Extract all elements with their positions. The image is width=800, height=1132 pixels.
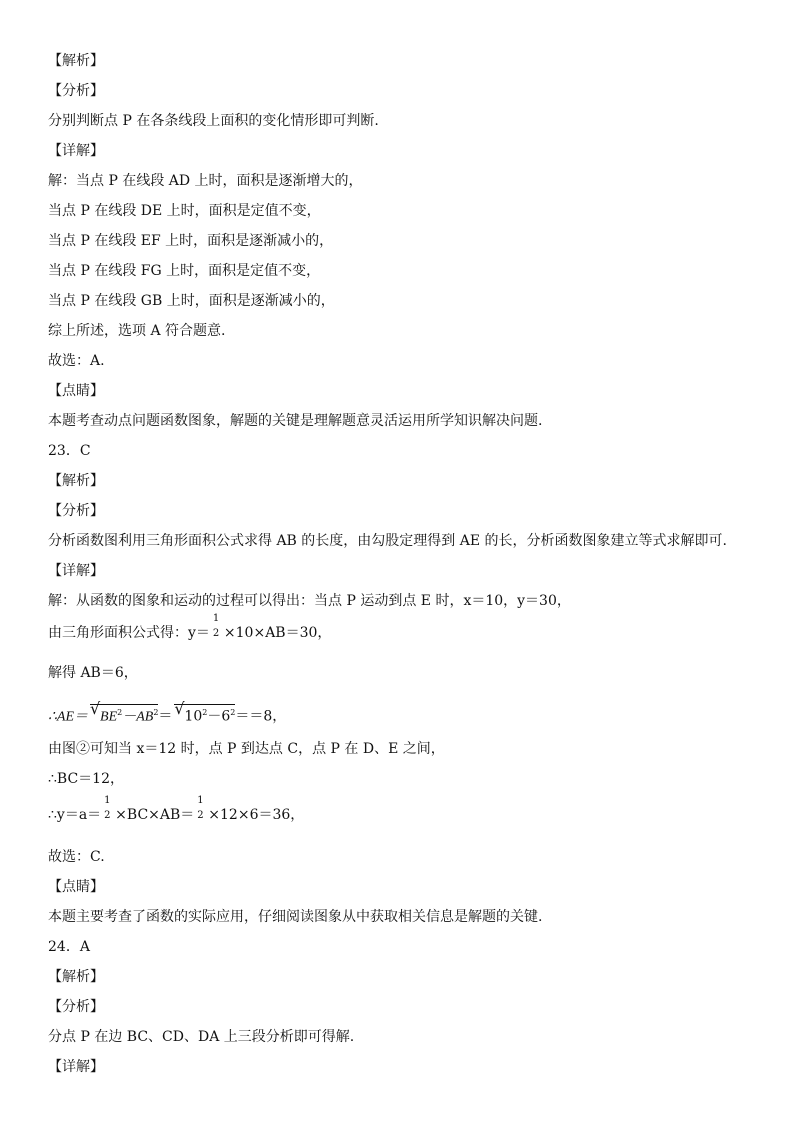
- formula-text: ＝: [158, 708, 173, 725]
- section-heading-jiexi: 【解析】: [48, 473, 104, 489]
- radicand-text: －6: [207, 708, 231, 725]
- solution-line: 当点 P 在线段 GB 上时，面积是逐渐减小的，: [48, 293, 335, 309]
- question-number-23: 23．C: [48, 443, 91, 459]
- section-heading-fenxi: 【分析】: [48, 999, 104, 1015]
- section-heading-xiangjie: 【详解】: [48, 143, 104, 159]
- radical-icon: √: [90, 699, 101, 718]
- answer-line: 故选：A.: [48, 353, 105, 369]
- solution-line: ∴BC＝12，: [48, 771, 124, 787]
- formula-text: ＝＝8，: [235, 708, 287, 725]
- solution-line: 解：从函数的图象和运动的过程可以得出：当点 P 运动到点 E 时，x＝10，y＝30，: [48, 593, 571, 609]
- analysis-text: 分别判断点 P 在各条线段上面积的变化情形即可判断.: [48, 113, 379, 129]
- formula-text: ×BC×AB＝: [115, 807, 195, 823]
- exponent: 2: [117, 708, 123, 717]
- fraction-denominator: 2: [197, 810, 204, 821]
- radicand-text: 10: [184, 708, 203, 725]
- square-root: [90, 699, 159, 726]
- formula-text: ×12×6＝36，: [208, 807, 305, 823]
- section-heading-dianjing: 【点睛】: [48, 879, 104, 895]
- solution-line: 当点 P 在线段 EF 上时，面积是逐渐减小的，: [48, 233, 334, 249]
- answer-line: 故选：C.: [48, 849, 105, 865]
- section-heading-xiangjie: 【详解】: [48, 563, 104, 579]
- fraction-numerator: 1: [104, 795, 111, 806]
- solution-line: 当点 P 在线段 FG 上时，面积是定值不变，: [48, 263, 321, 279]
- solution-line: 综上所述，选项 A 符合题意.: [48, 323, 226, 339]
- solution-line: 由图②可知当 x＝12 时，点 P 到达点 C，点 P 在 D、E 之间，: [48, 741, 445, 757]
- section-heading-jiexi: 【解析】: [48, 53, 104, 69]
- solution-line: 当点 P 在线段 DE 上时，面积是定值不变，: [48, 203, 321, 219]
- section-heading-fenxi: 【分析】: [48, 503, 104, 519]
- comment-text: 本题考查动点问题函数图象，解题的关键是理解题意灵活运用所学知识解决问题.: [48, 413, 543, 429]
- radical-icon: √: [174, 699, 185, 718]
- section-heading-jiexi: 【解析】: [48, 969, 104, 985]
- formula-text: ∴y＝a＝: [48, 807, 102, 823]
- fraction-numerator: 1: [197, 795, 204, 806]
- question-number-24: 24．A: [48, 939, 90, 955]
- exponent: 2: [202, 708, 208, 717]
- analysis-text: 分点 P 在边 BC、CD、DA 上三段分析即可得解.: [48, 1029, 355, 1045]
- formula-text: ×10×AB＝30，: [223, 625, 332, 641]
- formula-area: [48, 613, 332, 642]
- exponent: 2: [230, 708, 236, 717]
- section-heading-xiangjie: 【详解】: [48, 1059, 104, 1075]
- fraction-one-half: [103, 795, 113, 824]
- section-heading-fenxi: 【分析】: [48, 83, 104, 99]
- comment-text: 本题主要考查了函数的实际应用，仔细阅读图象从中获取相关信息是解题的关键.: [48, 909, 543, 925]
- formula-ae: [48, 700, 286, 727]
- fraction-numerator: 1: [212, 613, 220, 624]
- fraction-denominator: 2: [212, 628, 220, 639]
- solution-line: 解：当点 P 在线段 AD 上时，面积是逐渐增大的，: [48, 173, 363, 189]
- radicand-text: BE: [100, 709, 118, 725]
- formula-text: ∴AE＝: [48, 709, 89, 725]
- fraction-one-half: [212, 613, 222, 642]
- radicand-text: －AB: [122, 709, 154, 725]
- square-root: [174, 699, 236, 725]
- fraction-one-half: [196, 795, 206, 824]
- solution-line: 解得 AB＝6，: [48, 665, 138, 681]
- formula-area: [48, 795, 305, 824]
- exponent: 2: [153, 708, 159, 717]
- analysis-text: 分析函数图利用三角形面积公式求得 AB 的长度，由勾股定理得到 AE 的长，分析函数图象建立等式求解即可.: [48, 533, 727, 549]
- fraction-denominator: 2: [104, 810, 111, 821]
- formula-text: 由三角形面积公式得：y＝: [48, 625, 210, 641]
- section-heading-dianjing: 【点睛】: [48, 383, 104, 399]
